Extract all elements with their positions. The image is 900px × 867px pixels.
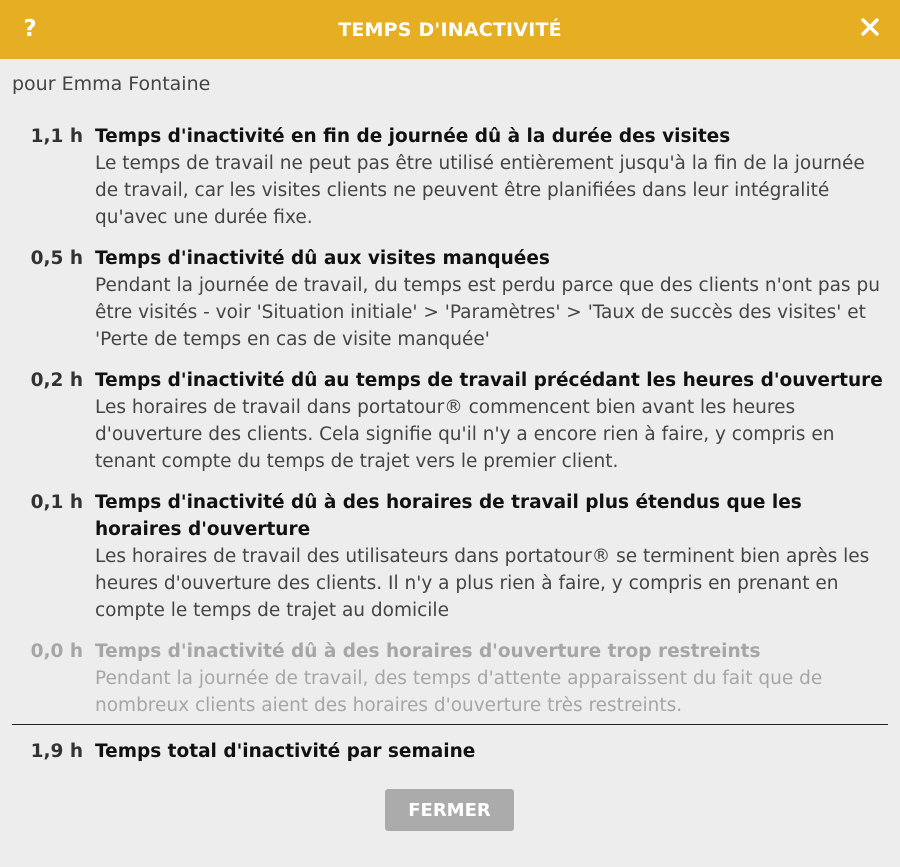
item-title: Temps d'inactivité en fin de journée dû à la durée des visites [95, 126, 731, 147]
item-hours: 1,1 h [30, 126, 83, 147]
item-description: Les horaires de travail des utilisateurs dans portatour® se terminent bien après les heures d'ouverture des clients. Il n'y a plus rien à faire, y compris en prenant en compte le temps de trajet au domicile [95, 546, 870, 621]
close-button[interactable]: FERMER [385, 789, 514, 831]
list-item [12, 245, 888, 353]
list-item [12, 367, 888, 475]
total-hours: 1,9 h [30, 741, 83, 762]
item-description: Les horaires de travail dans portatour® commencent bien avant les heures d'ouverture des clients. Cela signifie qu'il n'y a encore rien à faire, y compris en tenant compte du temps de trajet vers le premier client. [95, 397, 835, 472]
item-title: Temps d'inactivité dû à des horaires d'ouverture trop restreints [95, 641, 761, 662]
close-icon[interactable] [860, 17, 880, 37]
total-divider [12, 724, 888, 725]
dialog-title: TEMPS D'INACTIVITÉ [338, 18, 562, 41]
total-row [12, 738, 888, 765]
item-description: Le temps de travail ne peut pas être utilisé entièrement jusqu'à la fin de la journée de travail, car les visites clients ne peuvent être planifiées dans leur intégralité qu'avec une durée fixe. [95, 153, 865, 228]
item-title: Temps d'inactivité dû au temps de travail précédant les heures d'ouverture [95, 370, 883, 391]
list-item [12, 123, 888, 231]
item-hours: 0,2 h [30, 370, 83, 391]
item-hours: 0,5 h [30, 248, 83, 269]
item-hours: 0,0 h [30, 641, 83, 662]
item-description: Pendant la journée de travail, des temps d'attente apparaissent du fait que de nombreux clients aient des horaires d'ouverture très restreints. [95, 668, 823, 716]
item-title: Temps d'inactivité dû à des horaires de travail plus étendus que les horaires d'ouverture [95, 492, 802, 540]
total-title: Temps total d'inactivité par semaine [95, 741, 476, 762]
item-title: Temps d'inactivité dû aux visites manquées [95, 248, 550, 269]
list-item-disabled [12, 638, 888, 719]
user-subtitle: pour Emma Fontaine [12, 73, 211, 95]
item-description: Pendant la journée de travail, du temps est perdu parce que des clients n'ont pas pu être visités - voir 'Situation initiale' > 'Paramètres' > 'Taux de succès des visites' et 'Perte de temps en cas de visite manquée' [95, 275, 880, 350]
dialog-header [0, 0, 900, 59]
item-hours: 0,1 h [30, 492, 83, 513]
idle-time-list [12, 123, 888, 733]
list-item [12, 489, 888, 624]
help-button[interactable]: ? [23, 16, 37, 42]
